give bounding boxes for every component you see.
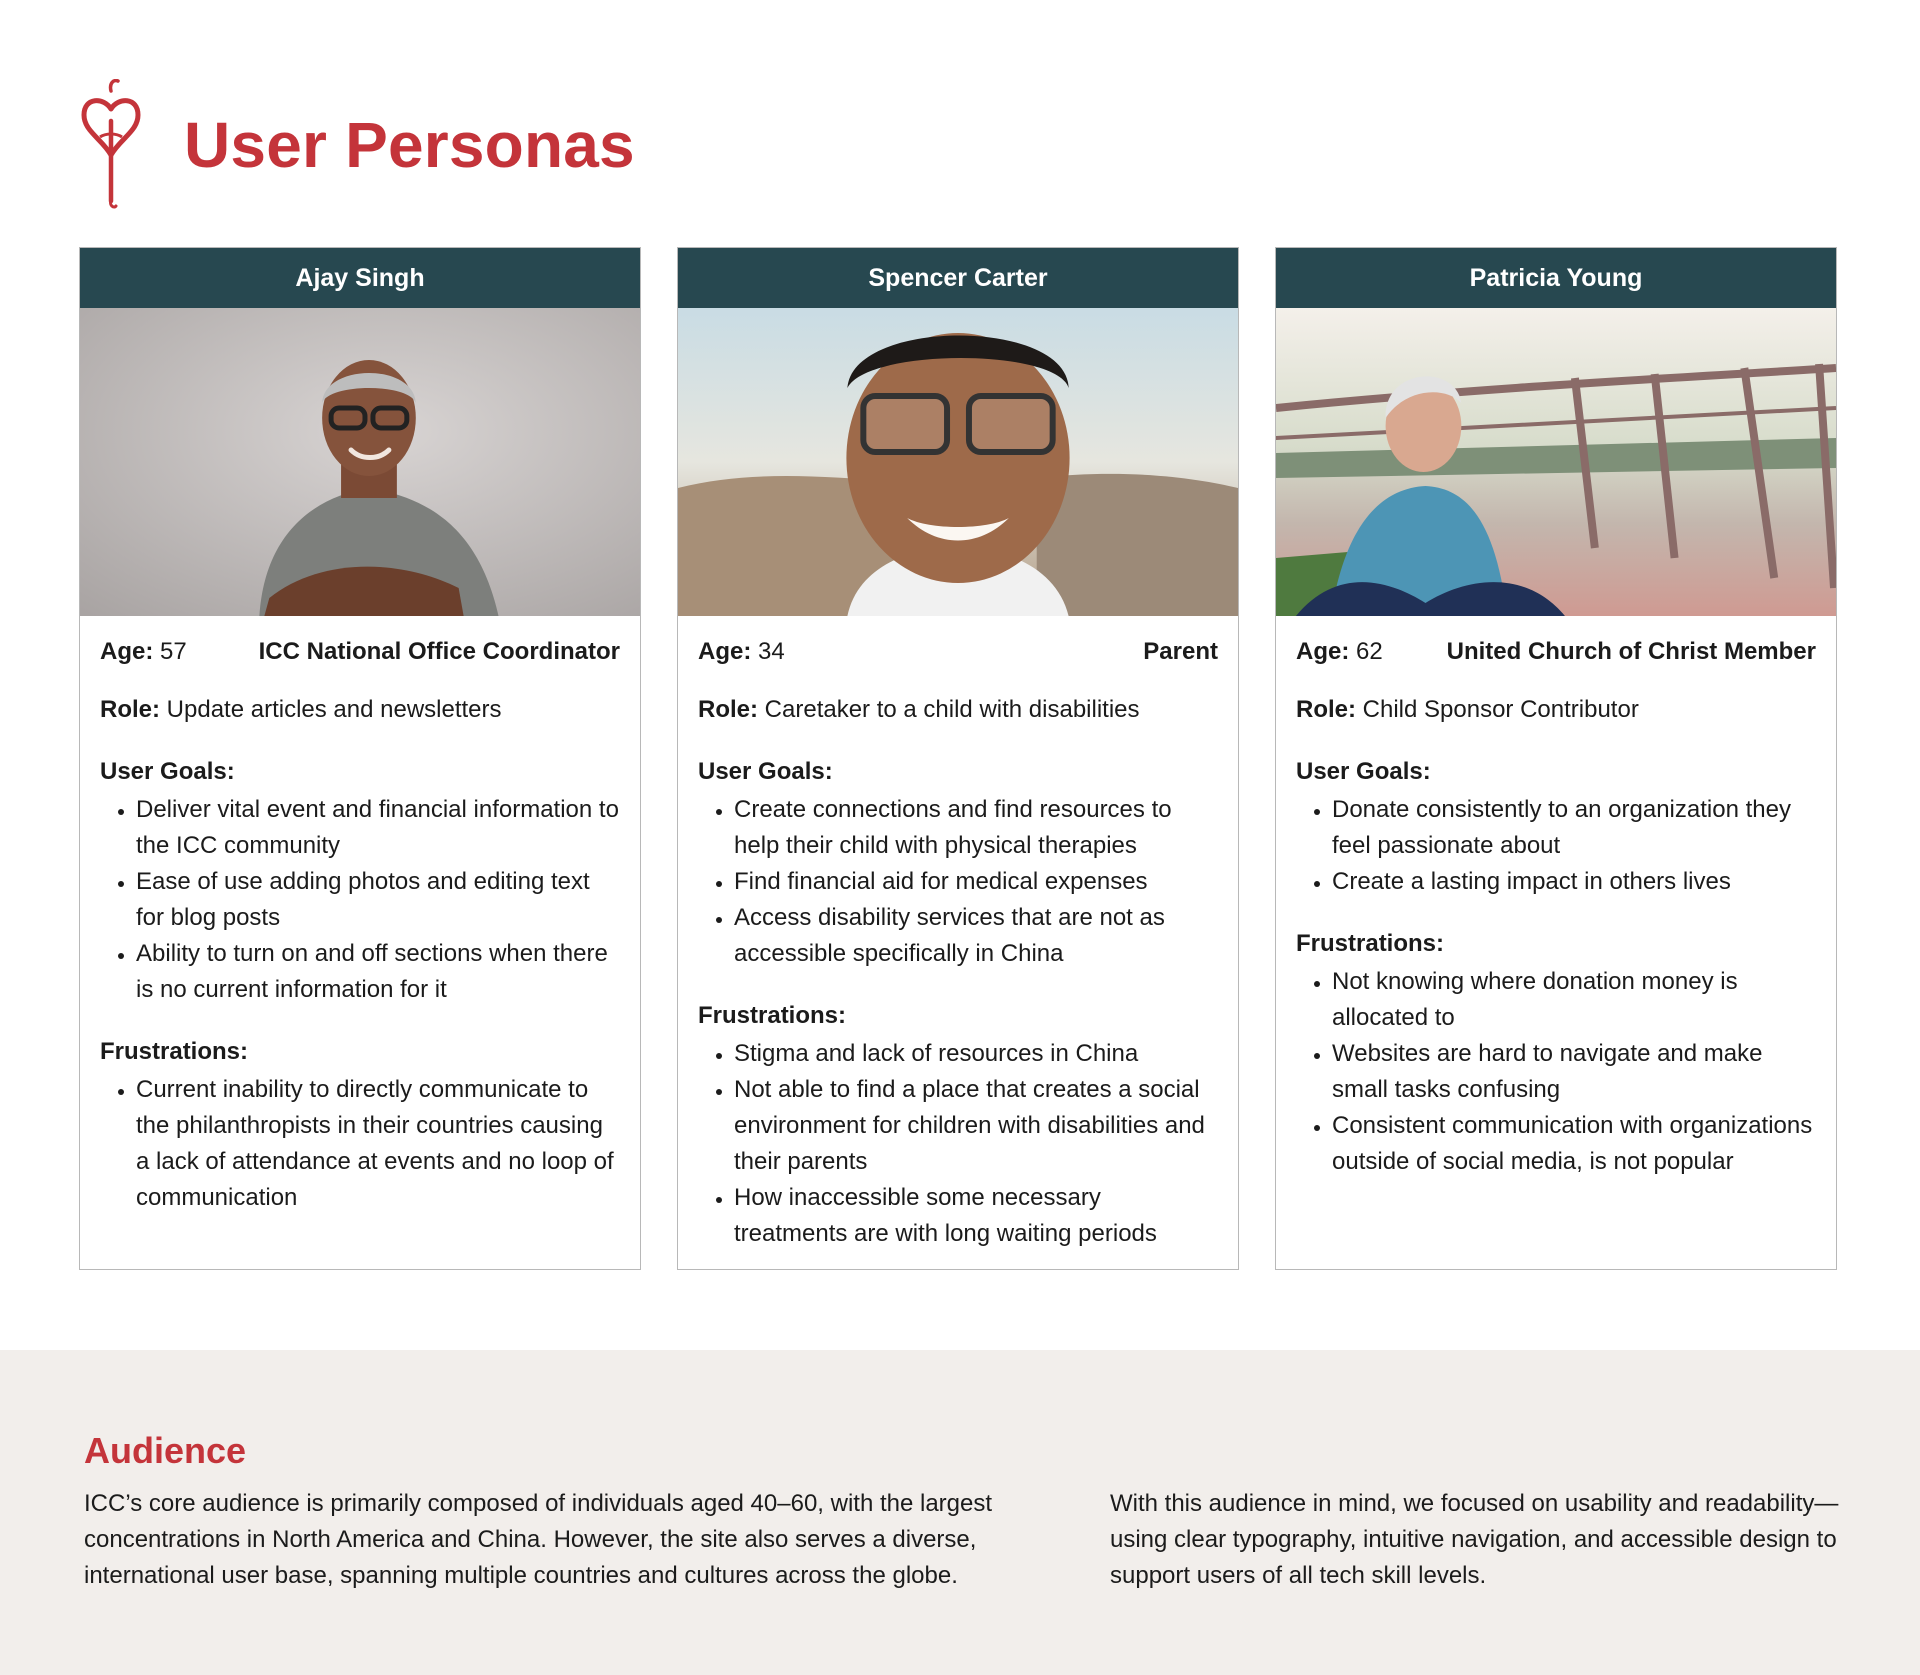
frustrations-list (100, 1072, 620, 1216)
goal-item: • Deliver vital event and financial information to the ICC community (136, 792, 620, 864)
persona-card (1275, 247, 1837, 1270)
age-label: Age: (698, 638, 752, 665)
frustration-item: • Websites are hard to navigate and make small tasks confusing (1332, 1036, 1816, 1108)
audience-section (0, 1350, 1920, 1675)
frustration-item: • Current inability to directly communicate to the philanthropists in their countries causing a lack of attendance at events and no loop of communication (136, 1072, 620, 1216)
role-value: Child Sponsor Contributor (1362, 696, 1639, 723)
role-label: Role: (100, 696, 160, 723)
audience-description-left: ICC’s core audience is primarily composed of individuals aged 40–60, with the largest concentrations in North America and China. However, the site also serves a diverse, international user base, spanning multiple countries and cultures across the globe. (84, 1490, 993, 1589)
role-row (698, 692, 1218, 728)
goal-item: • Find financial aid for medical expenses (734, 864, 1218, 900)
frustration-item: • How inaccessible some necessary treatments are with long waiting periods (734, 1180, 1218, 1252)
user-goals-heading: User Goals: (1296, 758, 1431, 785)
persona-photo (1276, 308, 1836, 616)
frustrations-heading: Frustrations: (698, 1002, 847, 1029)
age-label: Age: (100, 638, 154, 665)
persona-meta (100, 634, 620, 670)
persona-name: Spencer Carter (678, 248, 1238, 308)
page-header (78, 78, 635, 212)
heart-cross-logo-icon (78, 79, 144, 211)
role-row (100, 692, 620, 728)
frustration-item: • Stigma and lack of resources in China (734, 1036, 1218, 1072)
role-label: Role: (1296, 696, 1356, 723)
goal-item: • Create a lasting impact in others lives (1332, 864, 1816, 900)
persona-name: Patricia Young (1276, 248, 1836, 308)
frustrations-list (698, 1036, 1218, 1252)
frustrations-heading: Frustrations: (100, 1038, 249, 1065)
frustrations-list (1296, 964, 1816, 1180)
audience-description-right: With this audience in mind, we focused on usability and readability—using clear typography, intuitive navigation, and accessible design to support users of all tech skill levels. (1110, 1490, 1839, 1589)
user-goals-heading: User Goals: (698, 758, 833, 785)
persona-card (79, 247, 641, 1270)
age-value: 57 (160, 638, 187, 665)
user-goals-heading: User Goals: (100, 758, 235, 785)
goal-item: • Access disability services that are not as accessible specifically in China (734, 900, 1218, 972)
role-value: Caretaker to a child with disabilities (764, 696, 1140, 723)
user-goals-list (1296, 792, 1816, 900)
occupation: Parent (1143, 638, 1218, 665)
user-goals-list (698, 792, 1218, 972)
role-row (1296, 692, 1816, 728)
goal-item: • Create connections and find resources to help their child with physical therapies (734, 792, 1218, 864)
frustrations-heading: Frustrations: (1296, 930, 1445, 957)
persona-meta (1296, 634, 1816, 670)
persona-photo (678, 308, 1238, 616)
goal-item: • Donate consistently to an organization they feel passionate about (1332, 792, 1816, 864)
age-value: 34 (758, 638, 785, 665)
persona-cards (79, 247, 1837, 1270)
goal-item: • Ability to turn on and off sections when there is no current information for it (136, 936, 620, 1008)
role-label: Role: (698, 696, 758, 723)
frustration-item: • Consistent communication with organizations outside of social media, is not popular (1332, 1108, 1816, 1180)
persona-meta (698, 634, 1218, 670)
goal-item: • Ease of use adding photos and editing text for blog posts (136, 864, 620, 936)
user-goals-list (100, 792, 620, 1008)
frustration-item: • Not able to find a place that creates a social environment for children with disabilities and their parents (734, 1072, 1218, 1180)
role-value: Update articles and newsletters (166, 696, 502, 723)
persona-card (677, 247, 1239, 1270)
audience-title: Audience (84, 1430, 247, 1471)
persona-name: Ajay Singh (80, 248, 640, 308)
occupation: ICC National Office Coordinator (258, 638, 620, 665)
persona-photo (80, 308, 640, 616)
page-title: User Personas (184, 109, 635, 181)
age-value: 62 (1356, 638, 1383, 665)
occupation: United Church of Christ Member (1446, 638, 1816, 665)
age-label: Age: (1296, 638, 1350, 665)
frustration-item: • Not knowing where donation money is allocated to (1332, 964, 1816, 1036)
